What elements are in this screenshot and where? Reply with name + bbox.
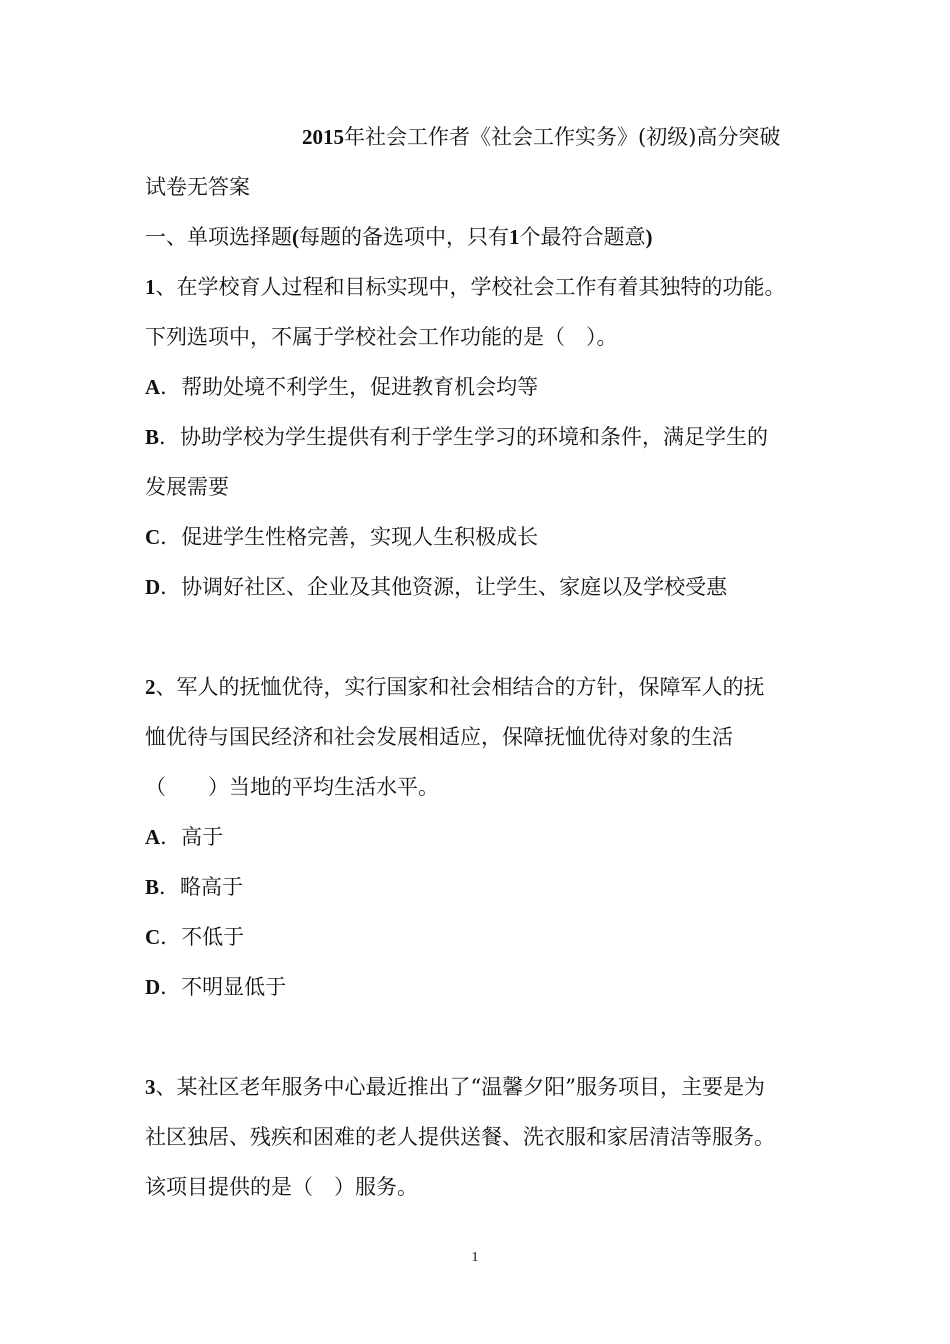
option-letter: C	[145, 925, 161, 949]
document-title-line-2: 试卷无答案	[145, 175, 250, 199]
page-number: 1	[471, 1250, 479, 1265]
option-text: ．高于	[160, 825, 224, 849]
option-text: ．不低于	[160, 925, 245, 949]
document-title-line-1	[302, 122, 780, 152]
question-1-option-a	[145, 372, 538, 402]
question-1-text-1: 、在学校育人过程和目标实现中，学校社会工作有着其独特的功能。	[155, 275, 786, 299]
option-letter: B	[145, 875, 160, 899]
question-1-option-b-line-2: 发展需要	[145, 475, 229, 499]
question-2-number: 2	[145, 675, 156, 699]
question-2-line-3: （ ）当地的平均生活水平。	[145, 775, 439, 799]
section-text-2: 个最符合题意	[519, 225, 646, 249]
question-2-line-1	[145, 672, 765, 702]
section-close-paren: )	[645, 225, 653, 249]
question-1-number: 1	[145, 275, 156, 299]
title-text: 年社会工作者《社会工作实务》(初级)高分突破	[344, 125, 781, 149]
question-3-number: 3	[145, 1075, 156, 1099]
section-heading	[145, 222, 653, 252]
question-2-option-b	[145, 872, 243, 902]
section-number: 1	[509, 225, 520, 249]
section-prefix: 一、单项选择题	[145, 225, 292, 249]
question-1-option-b	[145, 422, 768, 452]
question-2-option-a	[145, 822, 223, 852]
question-1-option-c	[145, 522, 538, 552]
question-2-line-2: 恤优待与国民经济和社会发展相适应，保障抚恤优待对象的生活	[145, 725, 733, 749]
question-3-line-2: 社区独居、残疾和困难的老人提供送餐、洗衣服和家居清洁等服务。	[145, 1125, 775, 1149]
section-text-1: 每题的备选项中，只有	[299, 225, 509, 249]
section-open-paren: (	[292, 225, 299, 249]
option-text: ．协助学校为学生提供有利于学生学习的环境和条件，满足学生的	[159, 425, 769, 449]
question-3-line-3: 该项目提供的是（ ）服务。	[145, 1175, 418, 1199]
option-text: ．帮助处境不利学生，促进教育机会均等	[160, 375, 539, 399]
option-letter: A	[145, 375, 161, 399]
option-text: ．略高于	[159, 875, 244, 899]
question-2-text-1: 、军人的抚恤优待，实行国家和社会相结合的方针，保障军人的抚	[155, 675, 765, 699]
question-1-line-1	[145, 272, 786, 302]
option-letter: C	[145, 525, 161, 549]
question-2-option-d	[145, 972, 286, 1002]
question-1-line-2: 下列选项中，不属于学校社会工作功能的是（ ）。	[145, 325, 618, 349]
question-3-text-1: 、某社区老年服务中心最近推出了“温馨夕阳”服务项目，主要是为	[155, 1075, 765, 1099]
question-3-line-1	[145, 1072, 765, 1102]
title-year: 2015	[302, 125, 344, 149]
option-text: ．协调好社区、企业及其他资源，让学生、家庭以及学校受惠	[160, 575, 728, 599]
option-letter: D	[145, 975, 161, 999]
question-1-option-d	[145, 572, 727, 602]
question-2-option-c	[145, 922, 244, 952]
option-letter: B	[145, 425, 160, 449]
option-text: ．促进学生性格完善，实现人生积极成长	[160, 525, 539, 549]
option-letter: D	[145, 575, 161, 599]
option-text: ．不明显低于	[160, 975, 287, 999]
option-letter: A	[145, 825, 161, 849]
